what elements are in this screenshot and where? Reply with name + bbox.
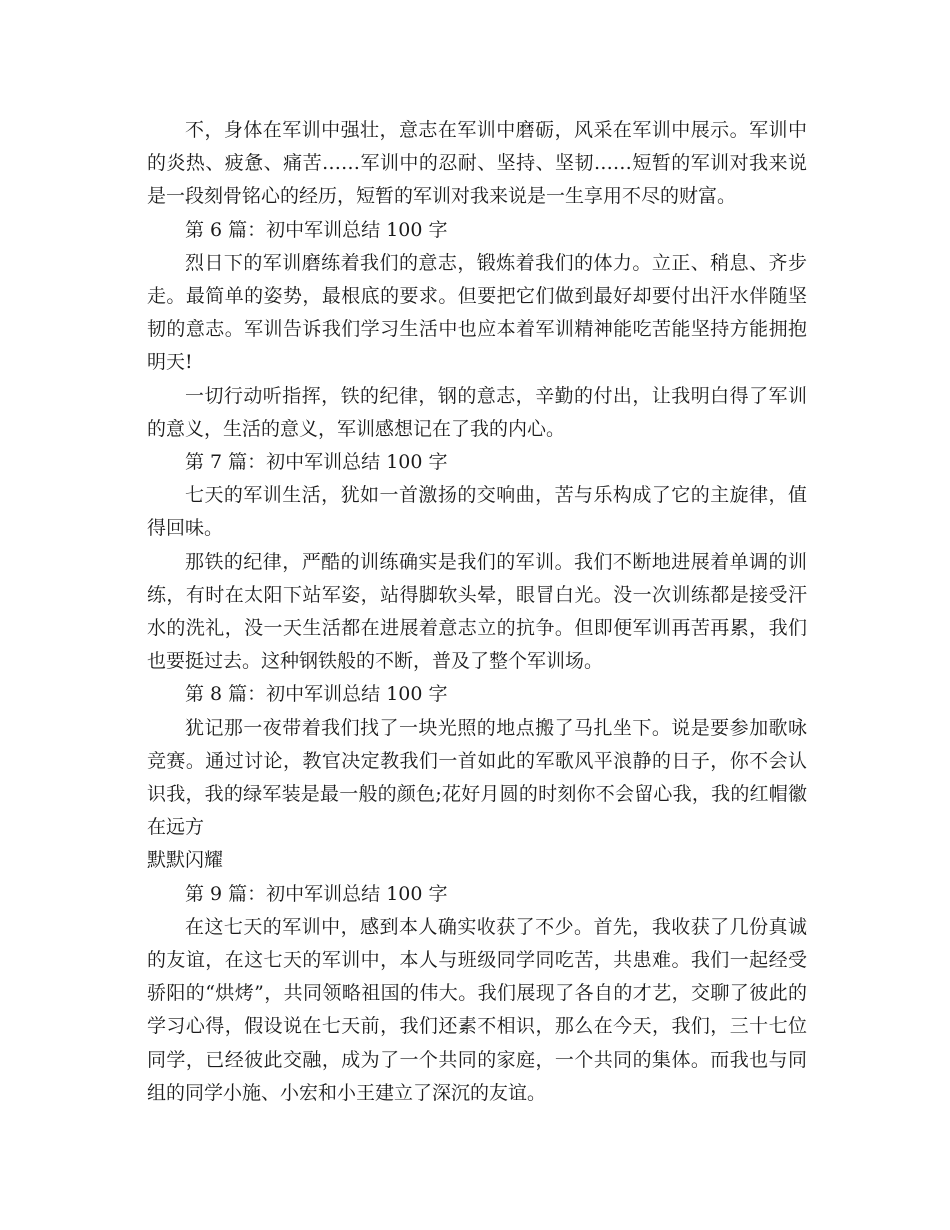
section-heading-9: 第 9 篇：初中军训总结 100 字 (185, 882, 448, 905)
paragraph-continuation: 默默闪耀 (147, 849, 224, 872)
paragraph: 不，身体在军训中强壮，意志在军训中磨砺，风采在军训中展示。军训中的炎热、疲惫、痛苦……军训中的忍耐、坚持、坚韧……短暂的军训对我来说是一段刻骨铭心的经历，短暂的军训对我来说是一生享用不尽的财富。 (147, 119, 807, 208)
section-heading-8: 第 8 篇：初中军训总结 100 字 (185, 683, 448, 706)
paragraph: 烈日下的军训磨练着我们的意志，锻炼着我们的体力。立正、稍息、齐步走。最简单的姿势，最根底的要求。但要把它们做到最好却要付出汗水伴随坚韧的意志。军训告诉我们学习生活中也应本着军训精神能吃苦能坚持方能拥抱明天! (147, 251, 807, 374)
document-body (147, 114, 807, 1110)
paragraph: 在这七天的军训中，感到本人确实收获了不少。首先，我收获了几份真诚的友谊，在这七天的军训中，本人与班级同学同吃苦，共患难。我们一起经受骄阳的“烘烤”，共同领略祖国的伟大。我们展现了各自的才艺，交聊了彼此的学习心得，假设说在七天前，我们还素不相识，那么在今天，我们，三十七位同学，已经彼此交融，成为了一个共同的家庭，一个共同的集体。而我也与同组的同学小施、小宏和小王建立了深沉的友谊。 (147, 915, 807, 1104)
paragraph: 犹记那一夜带着我们找了一块光照的地点搬了马扎坐下。说是要参加歌咏竞赛。通过讨论，教官决定教我们一首如此的军歌风平浪静的日子，你不会认识我，我的绿军装是最一般的颜色;花好月圆的时刻你不会留心我，我的红帽徽在远方 (147, 716, 807, 839)
paragraph: 七天的军训生活，犹如一首激扬的交响曲，苦与乐构成了它的主旋律，值得回味。 (147, 484, 807, 540)
section-heading-6: 第 6 篇：初中军训总结 100 字 (185, 218, 448, 241)
paragraph: 那铁的纪律，严酷的训练确实是我们的军训。我们不断地进展着单调的训练，有时在太阳下站军姿，站得脚软头晕，眼冒白光。没一次训练都是接受汗水的洗礼，没一天生活都在进展着意志立的抗争。但即便军训再苦再累，我们也要挺过去。这种钢铁般的不断，普及了整个军训场。 (147, 550, 807, 673)
paragraph: 一切行动听指挥，铁的纪律，钢的意志，辛勤的付出，让我明白得了军训的意义，生活的意义，军训感想记在了我的内心。 (147, 384, 807, 440)
section-heading-7: 第 7 篇：初中军训总结 100 字 (185, 451, 448, 474)
